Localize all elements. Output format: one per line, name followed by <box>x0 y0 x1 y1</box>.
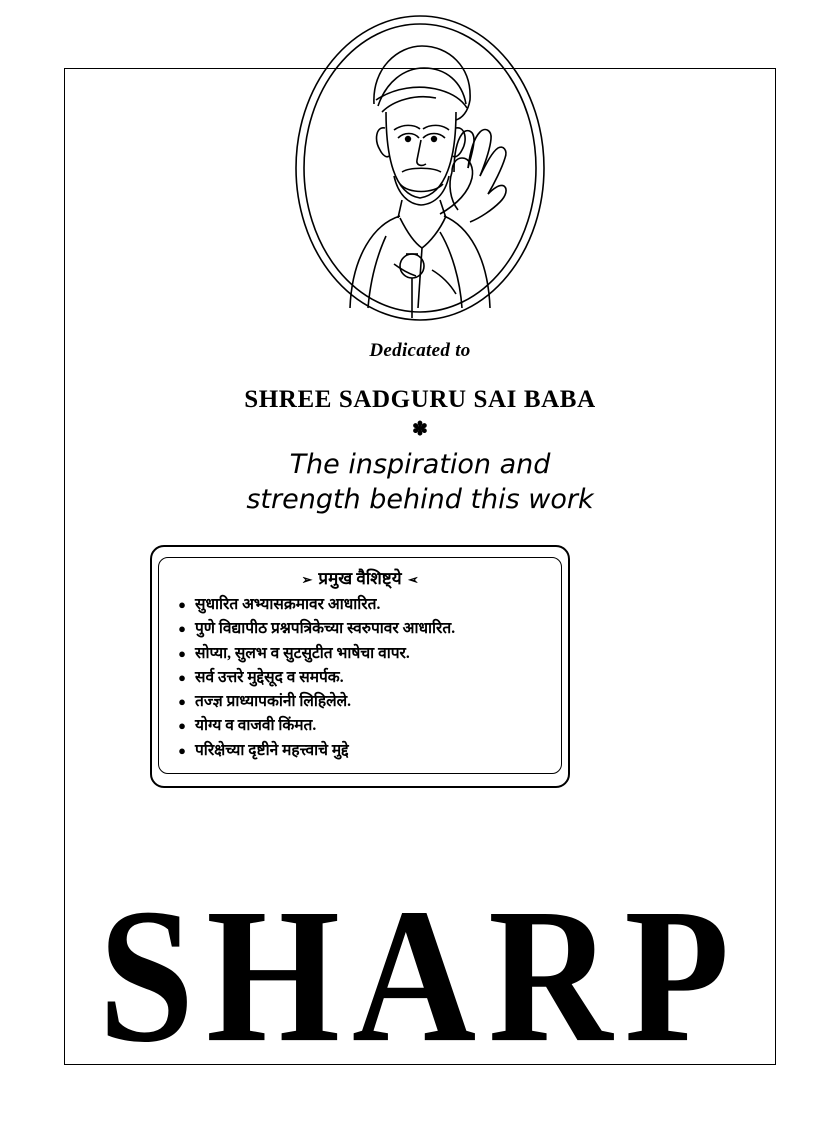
dedication-block <box>0 340 840 517</box>
list-item <box>169 739 551 763</box>
inspiration-line-2: strength behind this work <box>246 484 594 516</box>
bullet-icon: ● <box>178 742 186 758</box>
list-item-label: सोप्या, सुलभ व सुटसुटीत भाषेचा वापर. <box>195 644 410 662</box>
list-item <box>169 666 551 690</box>
features-inner-frame <box>158 557 562 774</box>
brand-wordmark: SHARP <box>98 869 742 1083</box>
honoree-name: SHREE SADGURU SAI BABA <box>244 386 596 413</box>
list-item <box>169 690 551 714</box>
inspiration-line-1: The inspiration and <box>289 449 551 480</box>
list-item-label: सुधारित अभ्यासक्रमावर आधारित. <box>195 596 381 613</box>
bullet-icon: ● <box>178 694 186 709</box>
bullet-icon: ● <box>178 718 186 734</box>
features-title-text: प्रमुख वैशिष्ट्ये <box>318 569 402 588</box>
list-item-label: योग्य व वाजवी किंमत. <box>195 717 317 735</box>
bullet-icon: ● <box>178 645 186 661</box>
dedicated-to-label: Dedicated to <box>369 340 471 361</box>
portrait-container <box>0 8 840 328</box>
features-list <box>169 593 551 763</box>
list-item <box>169 617 551 641</box>
features-box <box>150 545 570 788</box>
list-item-label: तज्ज्ञ प्राध्यापकांनी लिहिलेले. <box>195 693 352 710</box>
list-item-label: सर्व उत्तरे मुद्देसूद व समर्पक. <box>195 668 344 686</box>
features-title <box>169 566 551 589</box>
inspiration-text <box>0 447 840 517</box>
bullet-icon: ● <box>178 669 186 685</box>
arrow-right-icon: ➢ <box>301 572 313 587</box>
sai-baba-portrait-icon <box>290 8 550 328</box>
list-item-label: परिक्षेच्या दृष्टीने महत्त्वाचे मुद्दे <box>195 741 349 759</box>
list-item <box>169 593 551 617</box>
list-item-label: पुणे विद्यापीठ प्रश्नपत्रिकेच्या स्वरुपावर आधारित. <box>195 620 456 638</box>
list-item <box>169 642 551 666</box>
arrow-left-icon: ➢ <box>407 572 419 587</box>
bullet-icon: ● <box>178 597 186 612</box>
bullet-icon: ● <box>178 621 186 637</box>
list-item <box>169 714 551 738</box>
star-glyph-icon: ✽ <box>412 419 428 440</box>
